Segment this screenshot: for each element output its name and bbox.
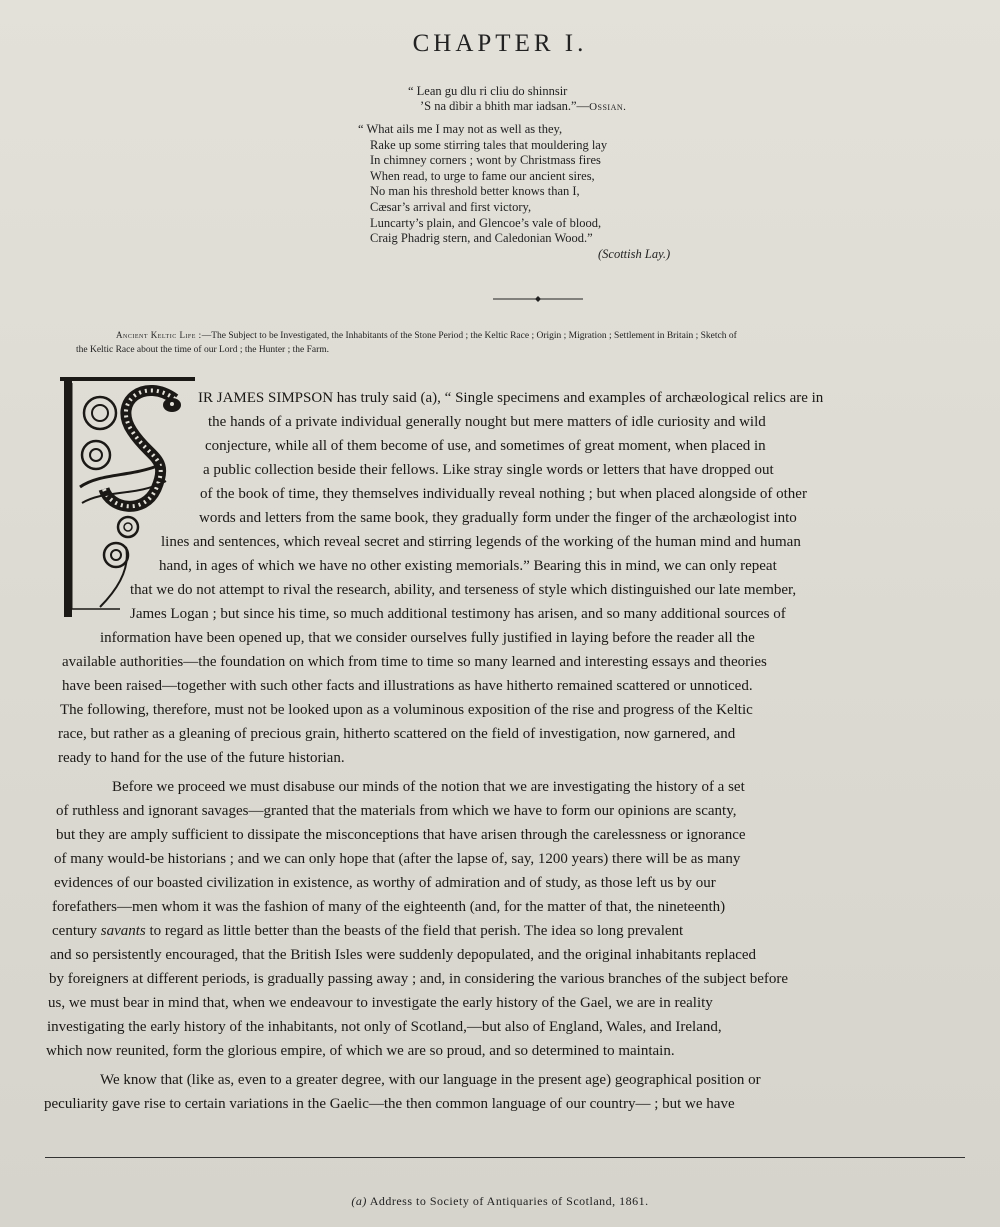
body-line: a public collection beside their fellows. Like stray single words or letters that have dropped out xyxy=(203,462,774,478)
body-line: us, we must bear in mind that, when we endeavour to investigate the early history of the Gael, we are in reality xyxy=(48,995,713,1011)
body-line: that we do not attempt to rival the research, ability, and terseness of style which distinguished our late member, xyxy=(130,582,797,598)
body-line: the hands of a private individual generally nought but mere matters of idle curiosity and wild xyxy=(208,414,766,430)
summary-heading: Ancient Keltic Life : xyxy=(116,330,202,340)
ornamental-divider xyxy=(493,296,583,302)
body-line: race, but rather as a gleaning of precious grain, hitherto scattered on the field of investigation, now garnered, and xyxy=(58,726,736,742)
body-line: forefathers—men whom it was the fashion of many of the eighteenth (and, for the matter of that, the nineteenth) xyxy=(52,899,726,915)
body-line: peculiarity gave rise to certain variations in the Gaelic—the then common language of our country— ; but we have xyxy=(44,1096,735,1112)
body-line: lines and sentences, which reveal secret and stirring legends of the working of the human mind and human xyxy=(161,534,801,550)
epigraph-scots-line: Cæsar’s arrival and first victory, xyxy=(370,199,532,214)
body-line: by foreigners at different periods, is gradually passing away ; and, in considering the various branches of the subject before xyxy=(49,971,789,987)
chapter-summary xyxy=(76,328,960,357)
body-line: investigating the early history of the inhabitants, not only of Scotland,—but also of England, Wales, and Ireland, xyxy=(47,1019,722,1035)
summary-text: —The Subject to be Investigated, the Inhabitants of the Stone Period ; the Keltic Race ; Origin ; Migration ; Settlement in Britain ; Sketch of xyxy=(201,331,737,341)
epigraph-scots-line: Luncarty’s plain, and Glencoe’s vale of blood, xyxy=(370,215,602,230)
body-line: have been raised—together with such other facts and illustrations as have hitherto remained scattered or unnoticed. xyxy=(62,678,753,694)
epigraph-scots xyxy=(358,122,670,262)
body-line: information have been opened up, that we consider ourselves fully justified in laying before the reader all the xyxy=(100,630,755,646)
body-line: ready to hand for the use of the future historian. xyxy=(58,750,345,766)
summary-text-continued: the Keltic Race about the time of our Lord ; the Hunter ; the Farm. xyxy=(76,345,329,355)
footnote-rule xyxy=(45,1157,965,1158)
body-line: We know that (like as, even to a greater degree, with our language in the present age) geographical position or xyxy=(100,1072,761,1088)
body-line: The following, therefore, must not be looked upon as a voluminous exposition of the rise and progress of the Keltic xyxy=(60,702,753,718)
body-line: which now reunited, form the glorious empire, of which we are so proud, and so determined to maintain. xyxy=(46,1043,675,1059)
footnote-marker: (a) xyxy=(351,1194,367,1208)
epigraph-scots-line: “ What ails me I may not as well as they, xyxy=(358,122,563,136)
epigraph-scots-line: Rake up some stirring tales that mouldering lay xyxy=(370,137,608,152)
body-line: available authorities—the foundation on which from time to time so many learned and interesting essays and theories xyxy=(62,654,767,670)
body-line: IR JAMES SIMPSON has truly said (a), “ Single specimens and examples of archæological relics are in xyxy=(198,390,824,406)
epigraph-gaelic xyxy=(408,84,626,115)
body-line: century savants to regard as little better than the beasts of the field that perish. The idea so long prevalent xyxy=(52,923,684,939)
body-line: words and letters from the same book, they gradually form under the finger of the archæologist into xyxy=(199,510,797,526)
epigraph-scots-line: Craig Phadrig stern, and Caledonian Wood.” xyxy=(370,231,593,246)
body-line: evidences of our boasted civilization in existence, as worthy of admiration and of study, as those left us by our xyxy=(54,875,716,891)
epigraph-scots-source: (Scottish Lay.) xyxy=(598,246,671,261)
epigraph-scots-line: When read, to urge to fame our ancient sires, xyxy=(370,168,595,183)
epigraph-scots-line: No man his threshold better knows than I, xyxy=(370,184,580,199)
body-line: of ruthless and ignorant savages—granted that the materials from which we have to form our opinions are scanty, xyxy=(56,803,737,819)
epigraph-scots-line: In chimney corners ; wont by Christmass fires xyxy=(370,153,601,168)
epigraph-gaelic-line: “ Lean gu dlu ri cliu do shinnsir xyxy=(408,84,568,98)
body-line: James Logan ; but since his time, so much additional testimony has arisen, and so many additional sources of xyxy=(130,606,786,622)
footnote xyxy=(0,1194,1000,1209)
body-line: conjecture, while all of them become of use, and sometimes of great moment, when placed in xyxy=(205,438,766,454)
epigraph-gaelic-source: Ossian. xyxy=(589,101,627,113)
body-line: and so persistently encouraged, that the British Isles were suddenly depopulated, and the original inhabitants replaced xyxy=(50,947,757,963)
body-line: but they are amply sufficient to dissipate the misconceptions that have arisen through the carelessness or ignorance xyxy=(56,827,746,843)
body-line: hand, in ages of which we have no other existing memorials.” Bearing this in mind, we can only repeat xyxy=(159,558,777,574)
body-line: of many would-be historians ; and we can only hope that (after the lapse of, say, 1200 years) there will be as many xyxy=(54,851,741,867)
epigraph-gaelic-line: ’S na dìbir a bhith mar iadsan.”—Ossian. xyxy=(420,99,627,113)
body-line: of the book of time, they themselves individually reveal nothing ; but when placed alongside of other xyxy=(200,486,807,502)
footnote-text: Address to Society of Antiquaries of Scotland, 1861. xyxy=(369,1194,649,1208)
body-line: Before we proceed we must disabuse our minds of the notion that we are investigating the history of a set xyxy=(112,779,745,795)
chapter-title: CHAPTER I. xyxy=(412,30,588,57)
